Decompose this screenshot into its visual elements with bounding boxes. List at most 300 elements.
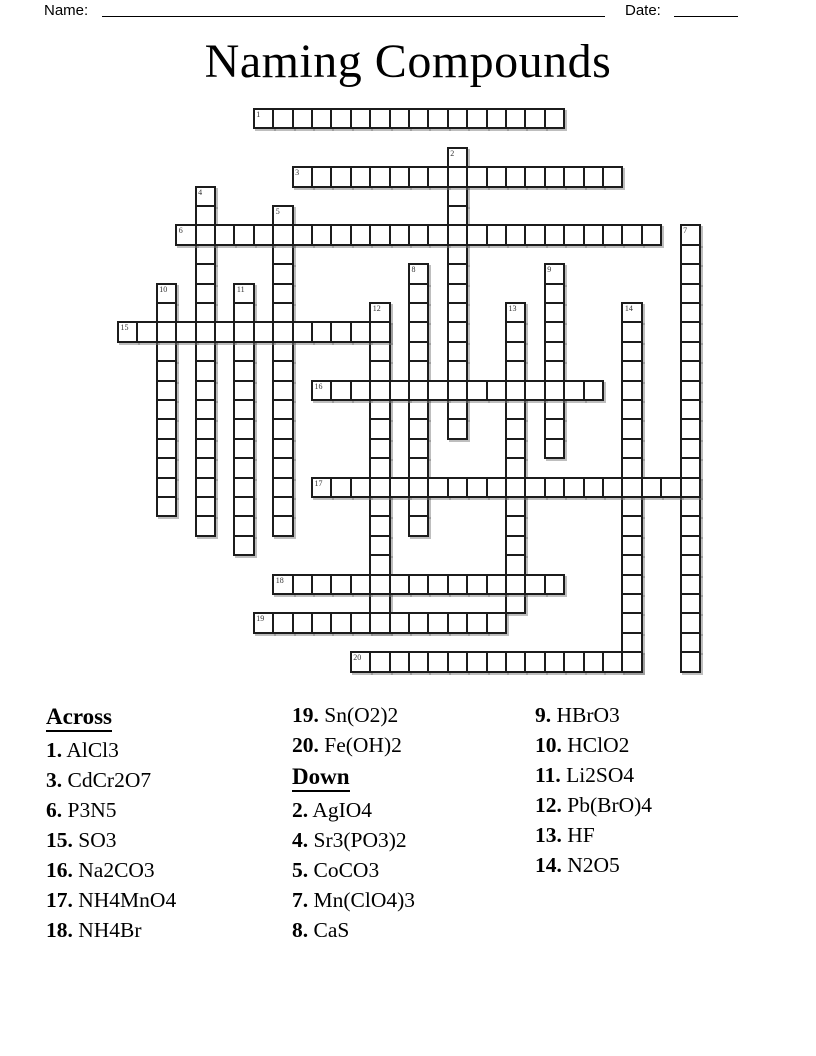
grid-cell[interactable] <box>563 380 584 401</box>
grid-cell[interactable] <box>621 457 642 478</box>
grid-cell[interactable] <box>292 321 313 342</box>
grid-cell[interactable] <box>369 457 390 478</box>
grid-cell[interactable] <box>156 457 177 478</box>
grid-cell[interactable] <box>466 651 487 672</box>
grid-cell[interactable] <box>195 283 216 304</box>
grid-cell[interactable] <box>680 380 701 401</box>
grid-cell[interactable] <box>253 321 274 342</box>
grid-cell[interactable] <box>486 380 507 401</box>
grid-cell[interactable] <box>136 321 157 342</box>
grid-cell[interactable] <box>621 360 642 381</box>
grid-cell[interactable] <box>408 283 429 304</box>
grid-cell[interactable] <box>486 166 507 187</box>
grid-cell[interactable] <box>311 224 332 245</box>
grid-cell[interactable] <box>621 515 642 536</box>
grid-cell[interactable] <box>195 399 216 420</box>
grid-cell[interactable] <box>311 380 332 401</box>
grid-cell[interactable] <box>621 593 642 614</box>
grid-cell[interactable] <box>621 574 642 595</box>
grid-cell[interactable] <box>311 477 332 498</box>
grid-cell[interactable] <box>408 399 429 420</box>
grid-cell[interactable] <box>680 438 701 459</box>
grid-cell[interactable] <box>195 438 216 459</box>
grid-cell[interactable] <box>680 593 701 614</box>
grid-cell[interactable] <box>369 224 390 245</box>
grid-cell[interactable] <box>233 302 254 323</box>
grid-cell[interactable] <box>330 166 351 187</box>
grid-cell[interactable] <box>505 321 526 342</box>
grid-cell[interactable] <box>233 477 254 498</box>
grid-cell[interactable] <box>544 477 565 498</box>
grid-cell[interactable] <box>466 166 487 187</box>
grid-cell[interactable] <box>621 632 642 653</box>
grid-cell[interactable] <box>330 477 351 498</box>
grid-cell[interactable] <box>680 535 701 556</box>
grid-cell[interactable] <box>544 418 565 439</box>
grid-cell[interactable] <box>369 593 390 614</box>
grid-cell[interactable] <box>233 399 254 420</box>
grid-cell[interactable] <box>156 360 177 381</box>
grid-cell[interactable] <box>195 477 216 498</box>
grid-cell[interactable] <box>233 321 254 342</box>
grid-cell[interactable] <box>195 321 216 342</box>
grid-cell[interactable] <box>505 418 526 439</box>
grid-cell[interactable] <box>524 574 545 595</box>
grid-cell[interactable] <box>350 574 371 595</box>
grid-cell[interactable] <box>641 224 662 245</box>
grid-cell[interactable] <box>486 477 507 498</box>
grid-cell[interactable] <box>680 515 701 536</box>
grid-cell[interactable] <box>680 612 701 633</box>
grid-cell[interactable] <box>563 477 584 498</box>
grid-cell[interactable] <box>369 399 390 420</box>
grid-cell[interactable] <box>544 574 565 595</box>
grid-cell[interactable] <box>272 263 293 284</box>
grid-cell[interactable] <box>389 574 410 595</box>
grid-cell[interactable] <box>447 283 468 304</box>
grid-cell[interactable] <box>272 612 293 633</box>
grid-cell[interactable] <box>292 166 313 187</box>
grid-cell[interactable] <box>602 224 623 245</box>
grid-cell[interactable] <box>389 380 410 401</box>
grid-cell[interactable] <box>311 574 332 595</box>
grid-cell[interactable] <box>195 263 216 284</box>
grid-cell[interactable] <box>195 341 216 362</box>
grid-cell[interactable] <box>311 108 332 129</box>
grid-cell[interactable] <box>292 574 313 595</box>
grid-cell[interactable] <box>408 574 429 595</box>
grid-cell[interactable] <box>641 477 662 498</box>
grid-cell[interactable] <box>233 438 254 459</box>
grid-cell[interactable] <box>408 321 429 342</box>
grid-cell[interactable] <box>602 166 623 187</box>
grid-cell[interactable] <box>621 341 642 362</box>
grid-cell[interactable] <box>408 438 429 459</box>
grid-cell[interactable] <box>505 380 526 401</box>
grid-cell[interactable] <box>350 166 371 187</box>
grid-cell[interactable] <box>408 341 429 362</box>
grid-cell[interactable] <box>466 477 487 498</box>
grid-cell[interactable] <box>466 380 487 401</box>
grid-cell[interactable] <box>544 438 565 459</box>
grid-cell[interactable] <box>544 651 565 672</box>
grid-cell[interactable] <box>680 283 701 304</box>
grid-cell[interactable] <box>544 399 565 420</box>
grid-cell[interactable] <box>680 496 701 517</box>
grid-cell[interactable] <box>447 477 468 498</box>
grid-cell[interactable] <box>544 360 565 381</box>
grid-cell[interactable] <box>680 554 701 575</box>
grid-cell[interactable] <box>156 399 177 420</box>
grid-cell[interactable] <box>621 535 642 556</box>
grid-cell[interactable] <box>389 108 410 129</box>
grid-cell[interactable] <box>660 477 681 498</box>
grid-cell[interactable] <box>583 477 604 498</box>
grid-cell[interactable] <box>350 612 371 633</box>
grid-cell[interactable] <box>621 496 642 517</box>
grid-cell[interactable] <box>544 380 565 401</box>
grid-cell[interactable] <box>486 651 507 672</box>
grid-cell[interactable] <box>389 477 410 498</box>
grid-cell[interactable] <box>563 651 584 672</box>
grid-cell[interactable] <box>621 651 642 672</box>
grid-cell[interactable] <box>447 186 468 207</box>
grid-cell[interactable] <box>408 263 429 284</box>
grid-cell[interactable] <box>621 477 642 498</box>
grid-cell[interactable] <box>195 224 216 245</box>
grid-cell[interactable] <box>486 574 507 595</box>
grid-cell[interactable] <box>447 651 468 672</box>
grid-cell[interactable] <box>408 651 429 672</box>
grid-cell[interactable] <box>408 380 429 401</box>
grid-cell[interactable] <box>408 457 429 478</box>
grid-cell[interactable] <box>427 612 448 633</box>
grid-cell[interactable] <box>272 321 293 342</box>
grid-cell[interactable] <box>447 147 468 168</box>
grid-cell[interactable] <box>272 418 293 439</box>
grid-cell[interactable] <box>466 612 487 633</box>
grid-cell[interactable] <box>447 418 468 439</box>
grid-cell[interactable] <box>350 477 371 498</box>
grid-cell[interactable] <box>233 535 254 556</box>
grid-cell[interactable] <box>195 515 216 536</box>
grid-cell[interactable] <box>369 438 390 459</box>
grid-cell[interactable] <box>505 108 526 129</box>
grid-cell[interactable] <box>156 418 177 439</box>
grid-cell[interactable] <box>544 341 565 362</box>
grid-cell[interactable] <box>505 574 526 595</box>
grid-cell[interactable] <box>447 321 468 342</box>
grid-cell[interactable] <box>369 341 390 362</box>
grid-cell[interactable] <box>466 574 487 595</box>
grid-cell[interactable] <box>602 477 623 498</box>
grid-cell[interactable] <box>156 321 177 342</box>
grid-cell[interactable] <box>621 438 642 459</box>
grid-cell[interactable] <box>447 399 468 420</box>
grid-cell[interactable] <box>369 651 390 672</box>
grid-cell[interactable] <box>524 166 545 187</box>
grid-cell[interactable] <box>621 321 642 342</box>
grid-cell[interactable] <box>233 360 254 381</box>
grid-cell[interactable] <box>505 438 526 459</box>
grid-cell[interactable] <box>621 224 642 245</box>
grid-cell[interactable] <box>505 341 526 362</box>
grid-cell[interactable] <box>544 263 565 284</box>
grid-cell[interactable] <box>680 399 701 420</box>
grid-cell[interactable] <box>195 457 216 478</box>
grid-cell[interactable] <box>369 554 390 575</box>
grid-cell[interactable] <box>505 224 526 245</box>
grid-cell[interactable] <box>272 244 293 265</box>
grid-cell[interactable] <box>408 302 429 323</box>
grid-cell[interactable] <box>447 108 468 129</box>
grid-cell[interactable] <box>350 380 371 401</box>
grid-cell[interactable] <box>350 108 371 129</box>
grid-cell[interactable] <box>195 302 216 323</box>
grid-cell[interactable] <box>369 302 390 323</box>
grid-cell[interactable] <box>505 457 526 478</box>
grid-cell[interactable] <box>505 166 526 187</box>
grid-cell[interactable] <box>466 224 487 245</box>
grid-cell[interactable] <box>680 263 701 284</box>
grid-cell[interactable] <box>272 302 293 323</box>
grid-cell[interactable] <box>369 360 390 381</box>
grid-cell[interactable] <box>272 108 293 129</box>
grid-cell[interactable] <box>272 380 293 401</box>
grid-cell[interactable] <box>505 496 526 517</box>
grid-cell[interactable] <box>505 302 526 323</box>
grid-cell[interactable] <box>330 224 351 245</box>
grid-cell[interactable] <box>233 515 254 536</box>
grid-cell[interactable] <box>680 360 701 381</box>
grid-cell[interactable] <box>156 283 177 304</box>
grid-cell[interactable] <box>272 399 293 420</box>
grid-cell[interactable] <box>272 438 293 459</box>
grid-cell[interactable] <box>563 224 584 245</box>
grid-cell[interactable] <box>272 574 293 595</box>
grid-cell[interactable] <box>563 166 584 187</box>
grid-cell[interactable] <box>447 380 468 401</box>
grid-cell[interactable] <box>233 418 254 439</box>
grid-cell[interactable] <box>369 380 390 401</box>
grid-cell[interactable] <box>466 108 487 129</box>
grid-cell[interactable] <box>427 380 448 401</box>
grid-cell[interactable] <box>621 302 642 323</box>
grid-cell[interactable] <box>505 535 526 556</box>
grid-cell[interactable] <box>408 360 429 381</box>
grid-cell[interactable] <box>272 515 293 536</box>
grid-cell[interactable] <box>447 574 468 595</box>
grid-cell[interactable] <box>389 224 410 245</box>
grid-cell[interactable] <box>505 399 526 420</box>
grid-cell[interactable] <box>330 321 351 342</box>
grid-cell[interactable] <box>195 244 216 265</box>
grid-cell[interactable] <box>389 612 410 633</box>
grid-cell[interactable] <box>486 224 507 245</box>
grid-cell[interactable] <box>369 418 390 439</box>
grid-cell[interactable] <box>156 341 177 362</box>
grid-cell[interactable] <box>330 380 351 401</box>
grid-cell[interactable] <box>427 477 448 498</box>
grid-cell[interactable] <box>447 205 468 226</box>
grid-cell[interactable] <box>408 224 429 245</box>
grid-cell[interactable] <box>253 612 274 633</box>
grid-cell[interactable] <box>583 166 604 187</box>
grid-cell[interactable] <box>350 651 371 672</box>
grid-cell[interactable] <box>680 302 701 323</box>
grid-cell[interactable] <box>175 224 196 245</box>
grid-cell[interactable] <box>330 574 351 595</box>
grid-cell[interactable] <box>447 341 468 362</box>
grid-cell[interactable] <box>505 477 526 498</box>
grid-cell[interactable] <box>505 554 526 575</box>
grid-cell[interactable] <box>156 477 177 498</box>
grid-cell[interactable] <box>447 360 468 381</box>
grid-cell[interactable] <box>544 224 565 245</box>
grid-cell[interactable] <box>621 612 642 633</box>
grid-cell[interactable] <box>680 632 701 653</box>
grid-cell[interactable] <box>233 496 254 517</box>
grid-cell[interactable] <box>505 360 526 381</box>
grid-cell[interactable] <box>408 515 429 536</box>
grid-cell[interactable] <box>544 108 565 129</box>
grid-cell[interactable] <box>369 515 390 536</box>
grid-cell[interactable] <box>369 166 390 187</box>
grid-cell[interactable] <box>583 380 604 401</box>
grid-cell[interactable] <box>175 321 196 342</box>
grid-cell[interactable] <box>544 283 565 304</box>
grid-cell[interactable] <box>544 321 565 342</box>
grid-cell[interactable] <box>583 651 604 672</box>
grid-cell[interactable] <box>408 166 429 187</box>
grid-cell[interactable] <box>117 321 138 342</box>
grid-cell[interactable] <box>292 108 313 129</box>
grid-cell[interactable] <box>680 651 701 672</box>
grid-cell[interactable] <box>408 418 429 439</box>
grid-cell[interactable] <box>195 205 216 226</box>
grid-cell[interactable] <box>195 380 216 401</box>
grid-cell[interactable] <box>156 438 177 459</box>
grid-cell[interactable] <box>272 477 293 498</box>
grid-cell[interactable] <box>621 554 642 575</box>
grid-cell[interactable] <box>680 341 701 362</box>
grid-cell[interactable] <box>369 477 390 498</box>
grid-cell[interactable] <box>408 108 429 129</box>
grid-cell[interactable] <box>408 612 429 633</box>
grid-cell[interactable] <box>427 651 448 672</box>
grid-cell[interactable] <box>427 574 448 595</box>
grid-cell[interactable] <box>272 205 293 226</box>
grid-cell[interactable] <box>272 341 293 362</box>
grid-cell[interactable] <box>156 380 177 401</box>
grid-cell[interactable] <box>272 360 293 381</box>
grid-cell[interactable] <box>505 651 526 672</box>
grid-cell[interactable] <box>680 418 701 439</box>
grid-cell[interactable] <box>447 263 468 284</box>
grid-cell[interactable] <box>292 224 313 245</box>
grid-cell[interactable] <box>369 108 390 129</box>
grid-cell[interactable] <box>524 108 545 129</box>
grid-cell[interactable] <box>272 283 293 304</box>
grid-cell[interactable] <box>330 612 351 633</box>
grid-cell[interactable] <box>544 166 565 187</box>
grid-cell[interactable] <box>408 477 429 498</box>
grid-cell[interactable] <box>524 224 545 245</box>
grid-cell[interactable] <box>253 108 274 129</box>
grid-cell[interactable] <box>369 496 390 517</box>
grid-cell[interactable] <box>369 535 390 556</box>
grid-cell[interactable] <box>524 380 545 401</box>
grid-cell[interactable] <box>680 477 701 498</box>
grid-cell[interactable] <box>621 399 642 420</box>
grid-cell[interactable] <box>583 224 604 245</box>
grid-cell[interactable] <box>233 283 254 304</box>
grid-cell[interactable] <box>427 224 448 245</box>
grid-cell[interactable] <box>195 360 216 381</box>
grid-cell[interactable] <box>330 108 351 129</box>
grid-cell[interactable] <box>408 496 429 517</box>
grid-cell[interactable] <box>195 186 216 207</box>
grid-cell[interactable] <box>369 612 390 633</box>
grid-cell[interactable] <box>156 496 177 517</box>
grid-cell[interactable] <box>524 477 545 498</box>
grid-cell[interactable] <box>505 593 526 614</box>
grid-cell[interactable] <box>486 108 507 129</box>
grid-cell[interactable] <box>621 418 642 439</box>
grid-cell[interactable] <box>389 651 410 672</box>
grid-cell[interactable] <box>680 321 701 342</box>
grid-cell[interactable] <box>427 166 448 187</box>
grid-cell[interactable] <box>350 224 371 245</box>
grid-cell[interactable] <box>272 457 293 478</box>
grid-cell[interactable] <box>253 224 274 245</box>
grid-cell[interactable] <box>195 496 216 517</box>
grid-cell[interactable] <box>680 457 701 478</box>
grid-cell[interactable] <box>447 302 468 323</box>
grid-cell[interactable] <box>447 166 468 187</box>
grid-cell[interactable] <box>369 574 390 595</box>
grid-cell[interactable] <box>389 166 410 187</box>
grid-cell[interactable] <box>621 380 642 401</box>
grid-cell[interactable] <box>156 302 177 323</box>
grid-cell[interactable] <box>447 612 468 633</box>
grid-cell[interactable] <box>447 244 468 265</box>
grid-cell[interactable] <box>195 418 216 439</box>
grid-cell[interactable] <box>680 574 701 595</box>
grid-cell[interactable] <box>311 321 332 342</box>
grid-cell[interactable] <box>272 496 293 517</box>
grid-cell[interactable] <box>311 612 332 633</box>
grid-cell[interactable] <box>369 321 390 342</box>
grid-cell[interactable] <box>214 321 235 342</box>
grid-cell[interactable] <box>214 224 235 245</box>
grid-cell[interactable] <box>505 515 526 536</box>
grid-cell[interactable] <box>350 321 371 342</box>
grid-cell[interactable] <box>292 612 313 633</box>
grid-cell[interactable] <box>233 380 254 401</box>
grid-cell[interactable] <box>233 341 254 362</box>
grid-cell[interactable] <box>486 612 507 633</box>
grid-cell[interactable] <box>680 244 701 265</box>
grid-cell[interactable] <box>524 651 545 672</box>
grid-cell[interactable] <box>427 108 448 129</box>
grid-cell[interactable] <box>602 651 623 672</box>
grid-cell[interactable] <box>233 224 254 245</box>
grid-cell[interactable] <box>311 166 332 187</box>
grid-cell[interactable] <box>447 224 468 245</box>
grid-cell[interactable] <box>680 224 701 245</box>
grid-cell[interactable] <box>233 457 254 478</box>
